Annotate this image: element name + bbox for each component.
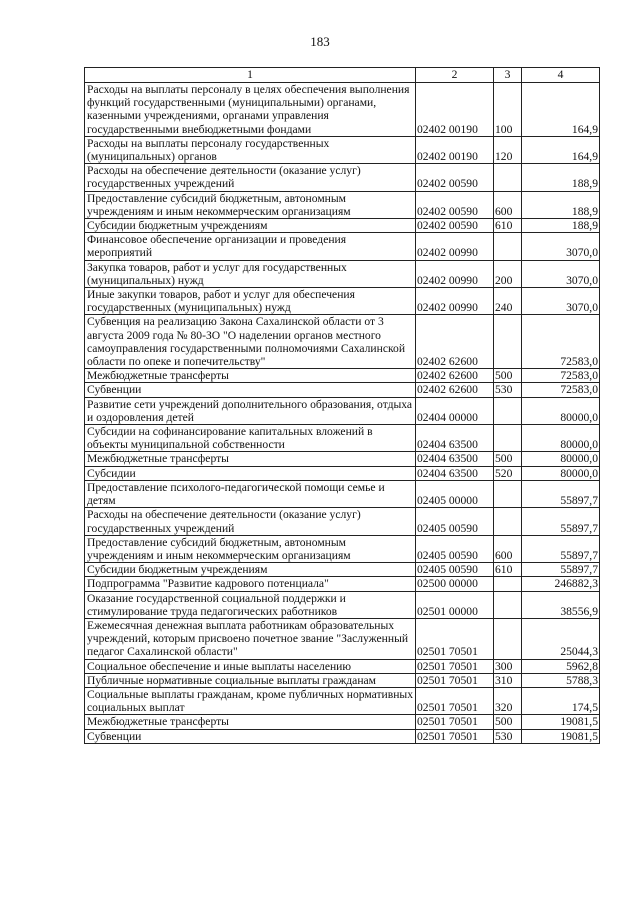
table-row (85, 397, 600, 424)
header-col-4: 4 (522, 68, 600, 83)
row-code: 02402 00590 (416, 191, 494, 218)
table-row (85, 563, 600, 577)
table-row (85, 83, 600, 137)
table-row (85, 219, 600, 233)
header-row (85, 68, 600, 83)
row-expense-type (494, 315, 522, 369)
row-code: 02402 00590 (416, 164, 494, 191)
row-amount: 188,9 (522, 164, 600, 191)
table-row (85, 618, 600, 659)
table-row (85, 383, 600, 397)
table-row (85, 315, 600, 369)
row-code: 02500 00000 (416, 577, 494, 591)
table-row (85, 687, 600, 714)
table-row (85, 591, 600, 618)
row-code: 02501 70501 (416, 729, 494, 743)
row-code: 02402 00990 (416, 260, 494, 287)
table-row (85, 288, 600, 315)
header-col-2: 2 (416, 68, 494, 83)
row-description: Субвенции (85, 729, 416, 743)
row-amount: 55897,7 (522, 563, 600, 577)
row-amount: 174,5 (522, 687, 600, 714)
row-description: Финансовое обеспечение организации и проведения мероприятий (85, 233, 416, 260)
row-amount: 5788,3 (522, 673, 600, 687)
row-code: 02402 00190 (416, 136, 494, 163)
row-description: Предоставление субсидий бюджетным, автономным учреждениям и иным некоммерческим организациям (85, 535, 416, 562)
row-amount: 19081,5 (522, 715, 600, 729)
row-code: 02402 00590 (416, 219, 494, 233)
row-description: Расходы на выплаты персоналу в целях обеспечения выполнения функций государственными (муниципальными) органами, казенными учреждениями, органами управления государственными внебюджетными фондами (85, 83, 416, 137)
row-code: 02404 63500 (416, 452, 494, 466)
table-row (85, 233, 600, 260)
row-code: 02501 70501 (416, 673, 494, 687)
row-expense-type: 100 (494, 83, 522, 137)
row-expense-type: 520 (494, 466, 522, 480)
row-description: Расходы на выплаты персоналу государственных (муниципальных) органов (85, 136, 416, 163)
row-description: Межбюджетные трансферты (85, 715, 416, 729)
row-amount: 246882,3 (522, 577, 600, 591)
table-body (85, 83, 600, 744)
row-description: Социальные выплаты гражданам, кроме публичных нормативных социальных выплат (85, 687, 416, 714)
table-row (85, 480, 600, 507)
row-amount: 55897,7 (522, 480, 600, 507)
row-description: Субвенция на реализацию Закона Сахалинской области от 3 августа 2009 года № 80-ЗО "О наделении органов местного самоуправления государственными полномочиями Сахалинской области по опеке и попечительству" (85, 315, 416, 369)
budget-table (84, 67, 600, 744)
row-expense-type: 240 (494, 288, 522, 315)
row-expense-type: 310 (494, 673, 522, 687)
row-expense-type (494, 508, 522, 535)
row-amount: 188,9 (522, 191, 600, 218)
row-code: 02404 63500 (416, 466, 494, 480)
row-expense-type: 120 (494, 136, 522, 163)
table-row (85, 191, 600, 218)
row-expense-type: 610 (494, 563, 522, 577)
header-col-1: 1 (85, 68, 416, 83)
row-expense-type: 600 (494, 535, 522, 562)
row-expense-type: 300 (494, 659, 522, 673)
row-amount: 72583,0 (522, 383, 600, 397)
table-row (85, 369, 600, 383)
row-expense-type: 530 (494, 383, 522, 397)
table-row (85, 452, 600, 466)
row-code: 02402 62600 (416, 369, 494, 383)
row-description: Субсидии бюджетным учреждениям (85, 219, 416, 233)
row-expense-type: 500 (494, 452, 522, 466)
table-row (85, 136, 600, 163)
row-expense-type (494, 425, 522, 452)
table-row (85, 425, 600, 452)
row-code: 02501 00000 (416, 591, 494, 618)
row-code: 02405 00590 (416, 535, 494, 562)
row-description: Субсидии (85, 466, 416, 480)
table-row (85, 577, 600, 591)
row-amount: 55897,7 (522, 508, 600, 535)
row-description: Межбюджетные трансферты (85, 369, 416, 383)
row-amount: 72583,0 (522, 315, 600, 369)
row-expense-type (494, 591, 522, 618)
table-row (85, 164, 600, 191)
row-code: 02405 00590 (416, 508, 494, 535)
table-row (85, 673, 600, 687)
row-code: 02402 00990 (416, 288, 494, 315)
row-amount: 3070,0 (522, 233, 600, 260)
row-code: 02402 00990 (416, 233, 494, 260)
row-description: Публичные нормативные социальные выплаты гражданам (85, 673, 416, 687)
row-code: 02405 00000 (416, 480, 494, 507)
row-description: Предоставление субсидий бюджетным, автономным учреждениям и иным некоммерческим организациям (85, 191, 416, 218)
row-expense-type: 320 (494, 687, 522, 714)
row-description: Расходы на обеспечение деятельности (оказание услуг) государственных учреждений (85, 508, 416, 535)
table-row (85, 260, 600, 287)
row-amount: 164,9 (522, 83, 600, 137)
row-code: 02501 70501 (416, 618, 494, 659)
table-row (85, 535, 600, 562)
row-amount: 55897,7 (522, 535, 600, 562)
page-number: 183 (310, 34, 330, 49)
table-row (85, 466, 600, 480)
table-row (85, 729, 600, 743)
table-row (85, 508, 600, 535)
row-description: Субсидии на софинансирование капитальных вложений в объекты муниципальной собственности (85, 425, 416, 452)
row-amount: 80000,0 (522, 466, 600, 480)
row-amount: 72583,0 (522, 369, 600, 383)
row-code: 02402 62600 (416, 383, 494, 397)
row-code: 02402 62600 (416, 315, 494, 369)
row-code: 02404 63500 (416, 425, 494, 452)
row-expense-type: 600 (494, 191, 522, 218)
row-expense-type (494, 397, 522, 424)
row-expense-type: 610 (494, 219, 522, 233)
row-description: Оказание государственной социальной поддержки и стимулирование труда педагогических работников (85, 591, 416, 618)
row-expense-type: 500 (494, 369, 522, 383)
row-amount: 5962,8 (522, 659, 600, 673)
row-description: Субвенции (85, 383, 416, 397)
row-amount: 3070,0 (522, 260, 600, 287)
row-amount: 80000,0 (522, 425, 600, 452)
row-code: 02402 00190 (416, 83, 494, 137)
row-code: 02404 00000 (416, 397, 494, 424)
row-amount: 25044,3 (522, 618, 600, 659)
row-code: 02501 70501 (416, 687, 494, 714)
row-amount: 188,9 (522, 219, 600, 233)
row-amount: 3070,0 (522, 288, 600, 315)
row-description: Субсидии бюджетным учреждениям (85, 563, 416, 577)
row-expense-type (494, 577, 522, 591)
row-description: Предоставление психолого-педагогической помощи семье и детям (85, 480, 416, 507)
table-row (85, 659, 600, 673)
row-expense-type (494, 480, 522, 507)
row-code: 02405 00590 (416, 563, 494, 577)
row-description: Социальное обеспечение и иные выплаты населению (85, 659, 416, 673)
header-col-3: 3 (494, 68, 522, 83)
row-description: Ежемесячная денежная выплата работникам образовательных учреждений, которым присвоено почетное звание "Заслуженный педагог Сахалинской области" (85, 618, 416, 659)
row-code: 02501 70501 (416, 659, 494, 673)
row-description: Иные закупки товаров, работ и услуг для обеспечения государственных (муниципальных) нужд (85, 288, 416, 315)
row-amount: 38556,9 (522, 591, 600, 618)
row-description: Расходы на обеспечение деятельности (оказание услуг) государственных учреждений (85, 164, 416, 191)
row-expense-type (494, 164, 522, 191)
table-row (85, 715, 600, 729)
row-expense-type: 200 (494, 260, 522, 287)
row-description: Развитие сети учреждений дополнительного образования, отдыха и оздоровления детей (85, 397, 416, 424)
row-expense-type (494, 233, 522, 260)
row-description: Подпрограмма "Развитие кадрового потенциала" (85, 577, 416, 591)
row-amount: 80000,0 (522, 452, 600, 466)
row-amount: 164,9 (522, 136, 600, 163)
row-description: Закупка товаров, работ и услуг для государственных (муниципальных) нужд (85, 260, 416, 287)
row-expense-type (494, 618, 522, 659)
row-amount: 80000,0 (522, 397, 600, 424)
row-code: 02501 70501 (416, 715, 494, 729)
row-expense-type: 530 (494, 729, 522, 743)
row-description: Межбюджетные трансферты (85, 452, 416, 466)
row-amount: 19081,5 (522, 729, 600, 743)
row-expense-type: 500 (494, 715, 522, 729)
